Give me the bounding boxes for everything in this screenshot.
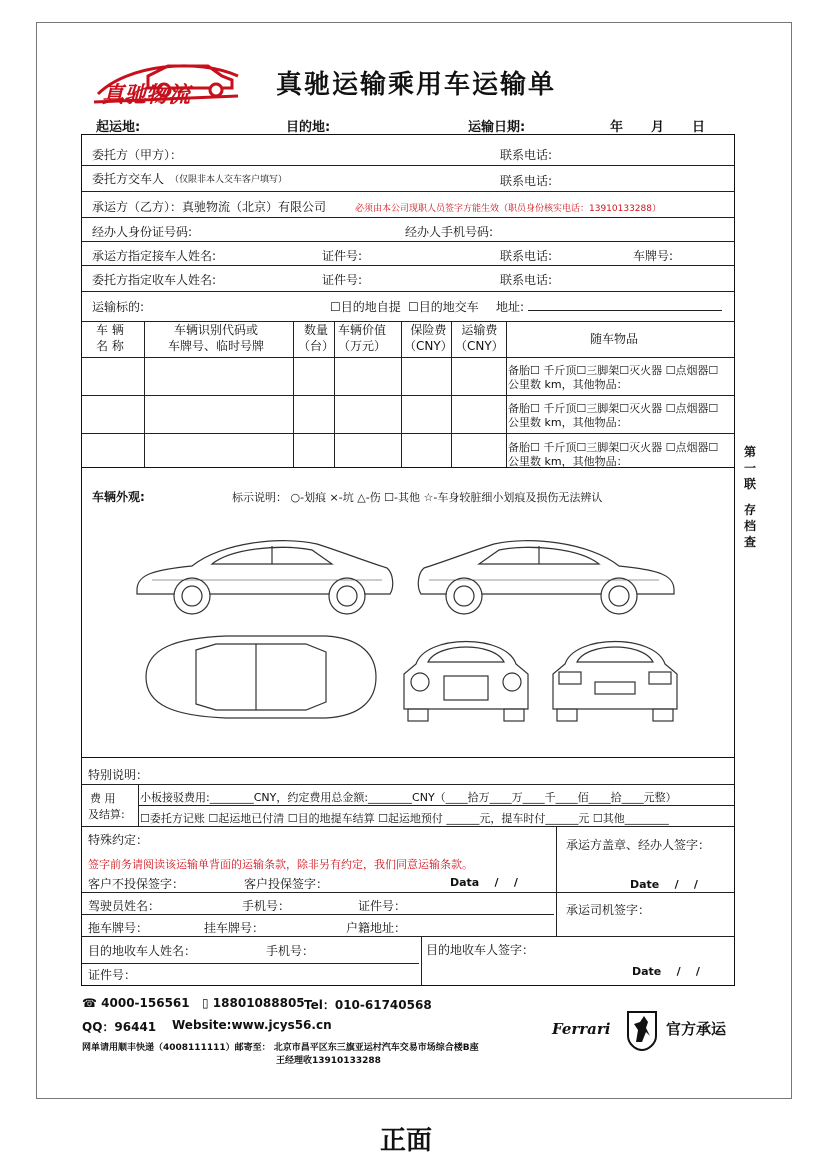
row3-accessories-1: 备胎☐ 千斤顶☐三脚架☐灭火器 ☐点烟器☐ bbox=[508, 441, 719, 454]
col-vehicle-name: 车 辆 名 称 bbox=[96, 323, 124, 353]
telephone: Tel：010-61740568 bbox=[304, 998, 432, 1012]
driver-id-label: 证件号： bbox=[358, 899, 407, 913]
official-carrier: 官方承运 bbox=[666, 1020, 727, 1038]
row1-accessories-1: 备胎☐ 千斤顶☐三脚架☐灭火器 ☐点烟器☐ bbox=[508, 364, 719, 377]
origin-label: 起运地: bbox=[96, 120, 141, 135]
carrier-sign-date: Date / / bbox=[630, 878, 698, 891]
address-line[interactable] bbox=[528, 310, 722, 311]
car-top-icon[interactable] bbox=[136, 630, 381, 725]
col-value: 车辆价值 （万元） bbox=[338, 323, 387, 353]
destination-label: 目的地: bbox=[286, 120, 331, 135]
pickup-person-label: 承运方指定接车人姓名: bbox=[92, 249, 217, 263]
client-phone-label: 联系电话: bbox=[500, 148, 553, 162]
car-front-icon[interactable] bbox=[396, 624, 536, 724]
carrier-sign-label[interactable]: 承运方盖章、经办人签字： bbox=[566, 838, 711, 852]
client-driver-note: （仅限非本人交车客户填写） bbox=[170, 175, 288, 185]
driver-address-label: 户籍地址： bbox=[346, 921, 407, 935]
mobile: ▯ 18801088805 bbox=[202, 996, 305, 1010]
option-delivery[interactable]: ☐目的地交车 bbox=[408, 300, 479, 314]
mobile-icon: ▯ bbox=[202, 996, 209, 1010]
dest-receiver-name: 目的地收车人姓名： bbox=[88, 944, 197, 958]
carrier-note: 必须由本公司现职人员签字方能生效（职员身份核实电话：13910133288） bbox=[355, 204, 661, 214]
dest-receiver-id: 证件号： bbox=[88, 968, 137, 982]
row2-accessories-2: 公里数 km，其他物品： bbox=[508, 416, 628, 429]
receiver-label: 委托方指定收车人姓名: bbox=[92, 273, 217, 287]
fees-label-2: 及结算: bbox=[88, 808, 125, 821]
col-freight: 运输费 （CNY） bbox=[455, 323, 504, 353]
car-rear-icon[interactable] bbox=[545, 624, 685, 724]
form-title: 真驰运输乘用车运输单 bbox=[276, 70, 557, 100]
row2-accessories-1: 备胎☐ 千斤顶☐三脚架☐灭火器 ☐点烟器☐ bbox=[508, 402, 719, 415]
hotline: ☎ 4000-156561 bbox=[82, 996, 190, 1010]
dest-receiver-phone: 手机号： bbox=[266, 944, 315, 958]
client-driver-label: 委托方交车人 bbox=[92, 172, 165, 186]
agreement-date: Data / / bbox=[450, 876, 518, 889]
receiver-phone-label: 联系电话: bbox=[500, 273, 553, 287]
side-copy-label: 第 一 联 存 档 查 bbox=[743, 445, 756, 549]
agent-id-label: 经办人身份证号码: bbox=[92, 225, 193, 239]
bottom-caption: 正面 bbox=[380, 1126, 433, 1156]
tow-plate-label: 拖车牌号： bbox=[88, 921, 149, 935]
agreement-red-note: 签字前务请阅读该运输单背面的运输条款，除非另有约定，我们同意运输条款。 bbox=[88, 858, 473, 871]
pickup-plate-label: 车牌号: bbox=[633, 249, 674, 263]
special-notes-label: 特别说明： bbox=[88, 768, 149, 782]
special-agreement-label: 特殊约定： bbox=[88, 833, 149, 847]
month-label: 月 bbox=[651, 120, 665, 135]
client-label: 委托方（甲方）： bbox=[92, 148, 183, 162]
website[interactable]: Website:www.jcys56.cn bbox=[172, 1018, 332, 1032]
col-quantity: 数量 （台） bbox=[298, 323, 335, 353]
prancing-horse-icon bbox=[624, 1008, 660, 1055]
driver-name-label: 驾驶员姓名： bbox=[88, 899, 161, 913]
date-label: 运输日期: bbox=[468, 120, 526, 135]
col-accessories: 随车物品 bbox=[590, 332, 639, 346]
phone-icon: ☎ bbox=[82, 996, 97, 1010]
car-side-right-icon[interactable] bbox=[414, 530, 679, 620]
dest-receiver-sign[interactable]: 目的地收车人签字： bbox=[426, 943, 535, 957]
year-label: 年 bbox=[610, 120, 624, 135]
day-label: 日 bbox=[692, 120, 706, 135]
col-insurance: 保险费 （CNY） bbox=[404, 323, 453, 353]
qq: QQ：96441 bbox=[82, 1020, 157, 1034]
exterior-legend: 标示说明： ○-划痕 ×-坑 △-伤 ☐-其他 ☆-车身较脏细小划痕及损伤无法辨认 bbox=[232, 491, 603, 504]
receiver-id-label: 证件号: bbox=[322, 273, 363, 287]
trailer-plate-label: 挂车牌号： bbox=[204, 921, 265, 935]
fees-line-1[interactable]: 小板接驳费用:________CNY，约定费用总金额:________CNY（____拾万____万____千____佰____拾____元整） bbox=[140, 791, 677, 804]
car-side-left-icon[interactable] bbox=[132, 530, 397, 620]
driver-phone-label: 手机号： bbox=[242, 899, 291, 913]
row1-accessories-2: 公里数 km，其他物品： bbox=[508, 378, 628, 391]
option-self-pickup[interactable]: ☐目的地自提 bbox=[330, 300, 401, 314]
pickup-id-label: 证件号: bbox=[322, 249, 363, 263]
company-logo bbox=[88, 56, 248, 112]
contact: 王经理收13910133288 bbox=[276, 1056, 381, 1066]
address-label: 地址: bbox=[496, 300, 525, 314]
mail-note: 网单请用顺丰快递（4008111111）邮寄至： 北京市昌平区东三旗亚运村汽车交易市场综合楼B座 bbox=[82, 1043, 479, 1053]
no-insurance-sign[interactable]: 客户不投保签字： bbox=[88, 877, 185, 891]
insurance-sign[interactable]: 客户投保签字： bbox=[244, 877, 329, 891]
dest-receiver-date: Date / / bbox=[632, 965, 700, 978]
target-label: 运输标的: bbox=[92, 300, 145, 314]
carrier-label: 承运方（乙方）：真驰物流（北京）有限公司 bbox=[92, 200, 327, 214]
client-driver-phone-label: 联系电话: bbox=[500, 174, 553, 188]
fees-label-1: 费 用 bbox=[90, 792, 116, 805]
exterior-label: 车辆外观: bbox=[92, 490, 145, 504]
col-vin: 车辆识别代码或 车牌号、临时号牌 bbox=[168, 323, 265, 353]
agent-phone-label: 经办人手机号码: bbox=[405, 225, 494, 239]
logo-text: 真驰物流 bbox=[102, 82, 191, 108]
row3-accessories-2: 公里数 km，其他物品： bbox=[508, 455, 628, 468]
driver-sign-label[interactable]: 承运司机签字： bbox=[566, 903, 651, 917]
fees-line-2[interactable]: ☐委托方记账 ☐起运地已付清 ☐目的地提车结算 ☐起运地预付 ______元，提车时付______元 ☐其他________ bbox=[140, 812, 669, 825]
ferrari-brand: Ferrari bbox=[552, 1020, 611, 1038]
pickup-phone-label: 联系电话: bbox=[500, 249, 553, 263]
